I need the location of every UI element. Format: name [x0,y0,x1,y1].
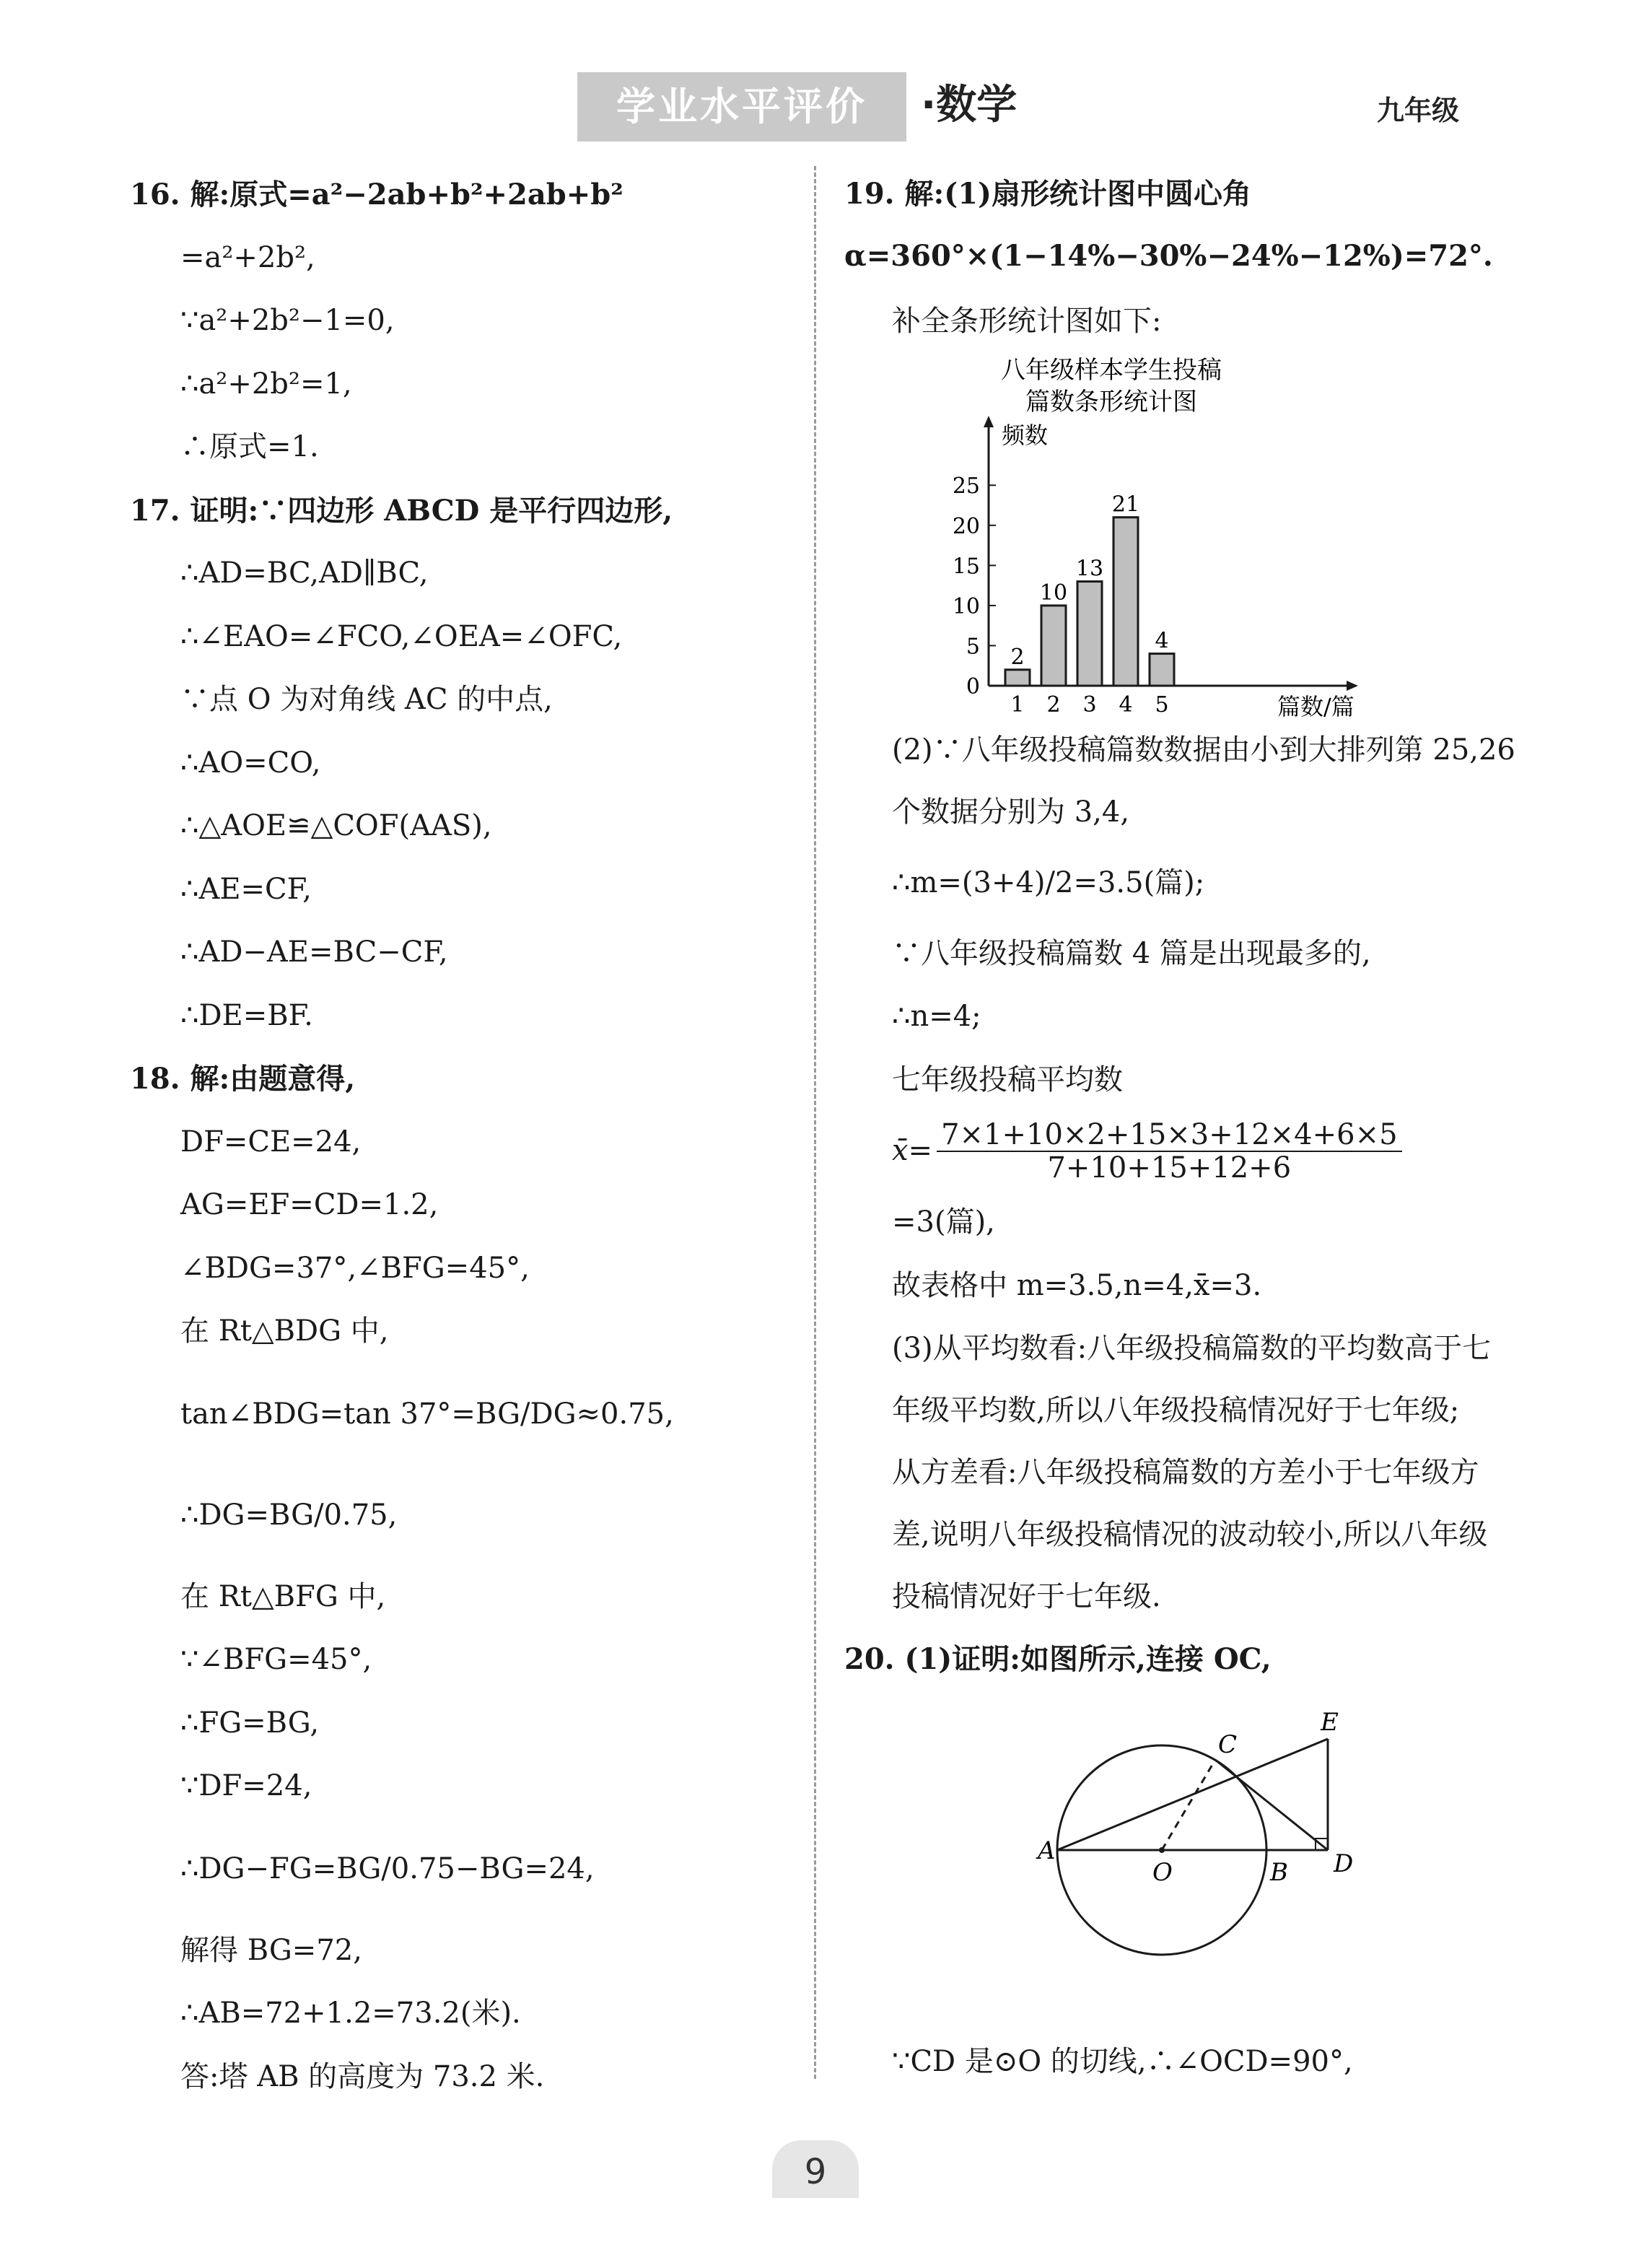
q17-line-7: ∴AE=CF, [180,872,312,906]
q17-line-4: ∵点 O 为对角线 AC 的中点, [180,683,553,716]
q19-m: ∴m=(3+4)/2=3.5(篇); [892,865,1205,899]
q19-n: ∴n=4; [892,1000,981,1033]
bar-value-label-2: 10 [1039,580,1068,606]
q20-intro: 20. (1)证明:如图所示,连接 OC, [844,1642,1272,1676]
y-tick-label-20: 20 [952,513,980,539]
q16-line-3: ∵a²+2b²−1=0, [180,304,395,337]
chart-title-line-1: 八年级样本学生投稿 [1001,355,1222,385]
q18-line-13: 解得 BG=72, [180,1933,362,1967]
line-cd [1215,1760,1328,1850]
header-series-box [577,72,906,141]
x-tick-label-4: 4 [1119,692,1133,718]
y-tick-label-0: 0 [966,673,980,699]
x-tick-label-5: 5 [1155,692,1169,718]
avg-numerator: 7×1+10×2+15×3+12×4+6×5 [937,1119,1401,1152]
page-number-pill [772,2140,859,2198]
q19-part2: (2)∵八年级投稿篇数数据由小到大排列第 25,26 个数据分别为 3,4, [892,733,1515,829]
header-grade: 九年级 [1377,95,1460,126]
y-tick-label-5: 5 [966,633,980,659]
q19-part3-b: 从方差看:八年级投稿篇数的方差小于七年级方差,说明八年级投稿情况的波动较小,所以八年级投稿情况好于七年级. [892,1456,1488,1613]
header-subject: ·数学 [921,82,1017,128]
bar-value-label-4: 21 [1111,492,1140,518]
line-ae [1057,1739,1328,1850]
bar-chart-svg [844,354,1515,719]
q18-line-9: ∵∠BFG=45°, [180,1643,372,1676]
q18-line-14: ∴AB=72+1.2=73.2(米). [180,1997,521,2030]
q17-line-5: ∴AO=CO, [180,746,321,780]
q19-table: 故表格中 m=3.5,n=4,x̄=3. [892,1268,1262,1302]
label-o: O [1152,1857,1173,1887]
bar-value-label-1: 2 [1010,644,1025,670]
q17-line-6: ∴△AOE≌△COF(AAS), [180,809,492,842]
q18-line-11: ∵DF=24, [180,1769,312,1802]
x-axis-label: 篇数/篇 [1277,692,1355,719]
q18-line-2: DF=CE=24, [180,1125,362,1159]
y-axis-arrow [984,416,994,427]
q18-line-1: 18. 解:由题意得, [130,1062,356,1096]
avg-fraction [937,1119,1401,1184]
label-b: B [1270,1857,1288,1887]
q18-line-8: 在 Rt△BFG 中, [180,1579,386,1613]
x-bar-symbol: x̄= [892,1134,933,1168]
q18-line-6: tan∠BDG=tan 37°=BG/DG≈0.75, [180,1397,674,1431]
x-tick-label-3: 3 [1082,692,1097,718]
bar-value-label-3: 13 [1075,556,1104,582]
y-tick-label-15: 15 [952,553,980,579]
x-tick-label-1: 1 [1010,692,1025,718]
avg-denominator: 7+10+15+12+6 [1047,1151,1292,1185]
geometry-figure [844,1691,1515,2031]
point-o [1159,1847,1165,1853]
q17-line-9: ∴DE=BF. [180,998,313,1032]
q19-avg-title: 七年级投稿平均数 [892,1063,1123,1096]
q19-supplement: 补全条形统计图如下: [892,305,1162,338]
q19-intro: 19. 解:(1)扇形统计图中圆心角 α=360°×(1−14%−30%−24%−12%)=72°. [844,177,1493,273]
chart-title-line-2: 篇数条形统计图 [1025,387,1197,416]
q18-line-7: ∴DG=BG/0.75, [180,1498,398,1532]
y-axis-label: 频数 [1002,421,1049,449]
q18-line-15: 答:塔 AB 的高度为 73.2 米. [180,2059,545,2093]
header-series: 学业水平评价 [616,84,867,129]
bar-chart [844,354,1515,719]
q19-part3-a: (3)从平均数看:八年级投稿篇数的平均数高于七年级平均数,所以八年级投稿情况好于七年级; [892,1332,1492,1427]
q16-line-4: ∴a²+2b²=1, [180,367,352,401]
label-c: C [1218,1730,1238,1759]
x-axis-arrow [1347,681,1358,691]
q18-line-3: AG=EF=CD=1.2, [180,1188,439,1221]
q18-line-12: ∴DG−FG=BG/0.75−BG=24, [180,1852,595,1885]
q19-mode: ∵八年级投稿篇数 4 篇是出现最多的, [892,936,1371,970]
q17-line-8: ∴AD−AE=BC−CF, [180,935,448,969]
q17-line-1: 17. 证明:∵四边形 ABCD 是平行四边形, [130,493,673,528]
geometry-figure-svg [844,1691,1515,2031]
q16-line-5: ∴原式=1. [180,430,319,463]
q20-tangent: ∵CD 是⊙O 的切线,∴∠OCD=90°, [892,2044,1353,2078]
q18-line-4: ∠BDG=37°,∠BFG=45°, [180,1251,530,1285]
bar-5 [1150,653,1174,685]
q17-line-3: ∴∠EAO=∠FCO,∠OEA=∠OFC, [180,619,623,653]
q18-line-10: ∴FG=BG, [180,1706,320,1740]
q17-line-2: ∴AD=BC,AD∥BC, [180,557,429,590]
label-a: A [1038,1836,1056,1865]
bar-2 [1041,605,1066,685]
bar-1 [1005,669,1030,685]
x-tick-label-2: 2 [1046,692,1061,718]
y-tick-label-25: 25 [952,473,980,499]
bar-value-label-5: 4 [1155,628,1169,654]
label-d: D [1334,1849,1354,1878]
q19-avg-result: =3(篇), [892,1205,995,1239]
page-number: 9 [804,2152,827,2192]
q19-avg-formula [844,1112,1515,1191]
right-column [844,163,1515,2093]
label-e: E [1321,1707,1339,1737]
bar-3 [1077,581,1102,685]
column-divider [814,166,816,2079]
q16-line-1: 16. 解:原式=a²−2ab+b²+2ab+b² [130,178,623,211]
q18-line-5: 在 Rt△BDG 中, [180,1314,389,1348]
bar-4 [1113,517,1138,685]
left-column [130,163,794,2108]
q16-line-2: =a²+2b², [180,240,315,274]
y-tick-label-10: 10 [952,593,980,619]
